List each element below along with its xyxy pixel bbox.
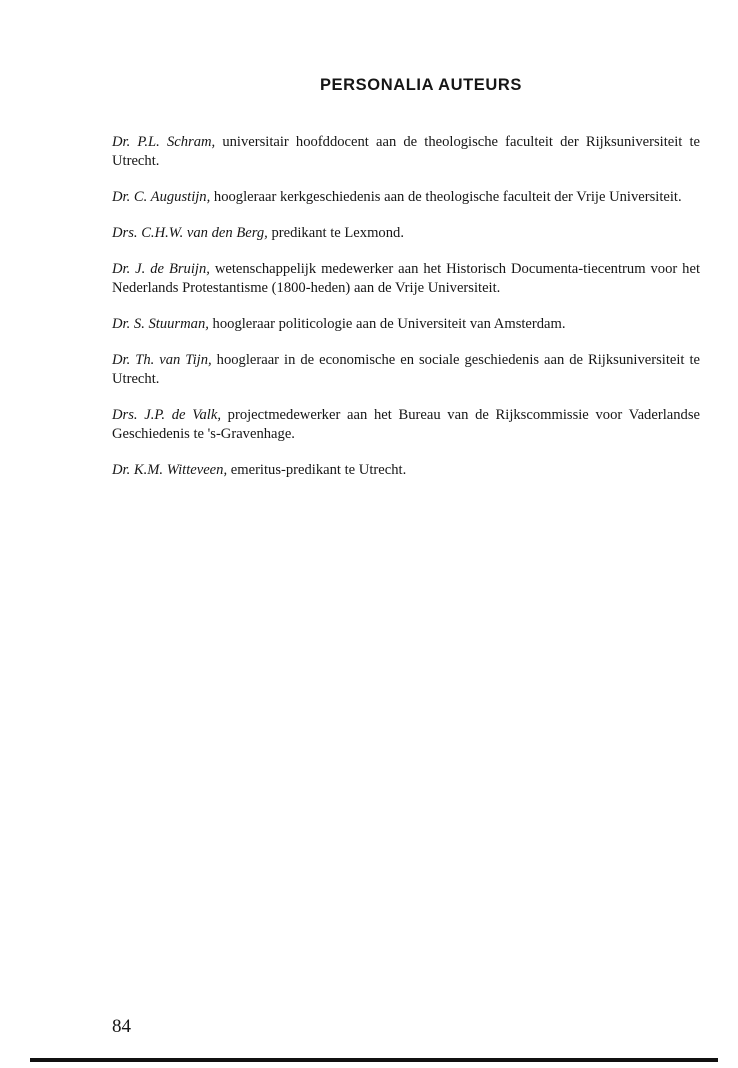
author-entry — [112, 351, 700, 389]
author-entry — [112, 461, 700, 480]
author-description: predikant te Lexmond. — [267, 225, 404, 241]
author-entry — [112, 224, 700, 243]
author-description: universitair hoofddocent aan de theologische faculteit der Rijksuniversiteit te Utrecht. — [112, 134, 700, 169]
author-name: Dr. J. de Bruijn, — [112, 261, 210, 277]
bottom-rule — [30, 1058, 718, 1062]
author-description: hoogleraar in de economische en sociale geschiedenis aan de Rijksuniversiteit te Utrecht. — [112, 352, 700, 387]
author-entry — [112, 188, 700, 207]
author-description: wetenschappelijk medewerker aan het Historisch Documenta-tiecentrum voor het Nederlands Protestantisme (1800-heden) aan de Vrije Universiteit. — [112, 261, 700, 296]
author-list — [112, 133, 700, 497]
author-name: Dr. C. Augustijn, — [112, 189, 211, 205]
author-description: hoogleraar kerkgeschiedenis aan de theologische faculteit der Vrije Universiteit. — [210, 189, 682, 205]
page-title: PERSONALIA AUTEURS — [319, 76, 523, 94]
author-description: hoogleraar politicologie aan de Universiteit van Amsterdam. — [208, 316, 566, 332]
author-description: emeritus-predikant te Utrecht. — [227, 462, 407, 478]
author-description: projectmedewerker aan het Bureau van de Rijkscommissie voor Vaderlandse Geschiedenis te 's-Gravenhage. — [112, 407, 700, 442]
author-name: Drs. C.H.W. van den Berg, — [112, 225, 268, 241]
author-entry — [112, 406, 700, 444]
author-name: Dr. P.L. Schram, — [112, 134, 216, 150]
author-entry — [112, 133, 700, 171]
page-number: 84 — [112, 1016, 131, 1037]
author-entry — [112, 315, 700, 334]
author-name: Dr. S. Stuurman, — [112, 316, 209, 332]
author-entry — [112, 260, 700, 298]
author-name: Dr. K.M. Witteveen, — [112, 462, 228, 478]
author-name: Dr. Th. van Tijn, — [112, 352, 212, 368]
author-name: Drs. J.P. de Valk, — [112, 407, 221, 423]
